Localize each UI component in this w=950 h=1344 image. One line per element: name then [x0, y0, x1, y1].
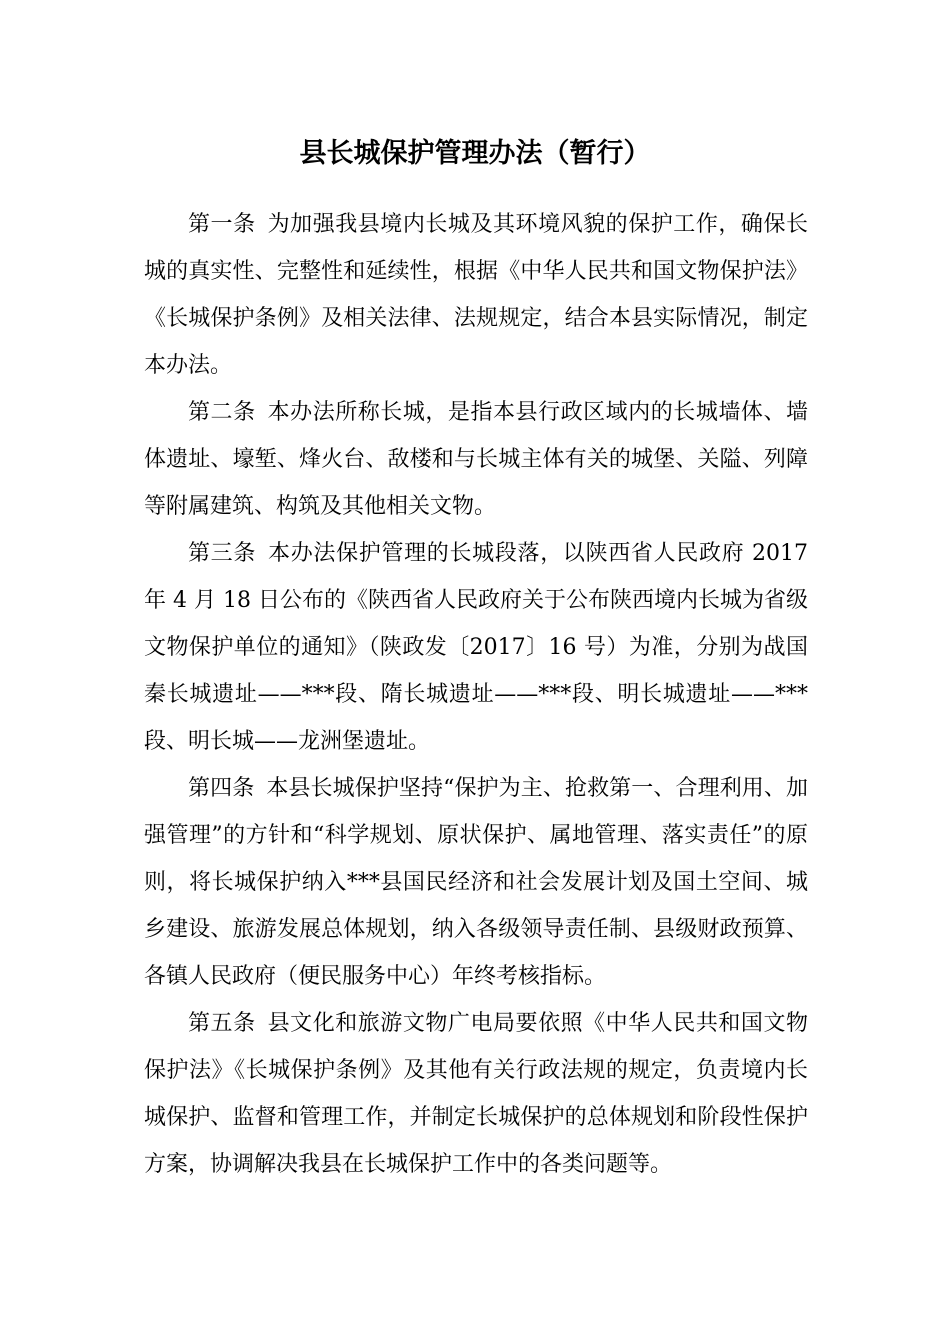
- article-number: 第一条: [188, 212, 256, 237]
- article-number: 第四条: [188, 776, 255, 801]
- article-2: [144, 389, 808, 530]
- article-3: [144, 530, 808, 765]
- article-number: 第五条: [188, 1011, 256, 1036]
- article-text: 本办法所称长城，是指本县行政区域内的长城墙体、墙体遗址、壕堑、烽火台、敌楼和与长城主体有关的城堡、关隘、列障等附属建筑、构筑及其他相关文物。: [144, 400, 808, 519]
- article-text: 县文化和旅游文物广电局要依照《中华人民共和国文物保护法》《长城保护条例》及其他有关行政法规的规定，负责境内长城保护、监督和管理工作，并制定长城保护的总体规划和阶段性保护方案，协调解决我县在长城保护工作中的各类问题等。: [144, 1011, 808, 1177]
- document-title: 县长城保护管理办法（暂行）: [299, 138, 651, 169]
- article-text: 本办法保护管理的长城段落，以陕西省人民政府 2017 年 4 月 18 日公布的《陕西省人民政府关于公布陕西境内长城为省级文物保护单位的通知》（陕政发〔2017〕16 号）为准，分别为战国秦长城遗址——***段、隋长城遗址——***段、明长城遗址——***段、明长城——龙洲堡遗址。: [144, 541, 808, 754]
- article-number: 第二条: [188, 400, 256, 425]
- article-text: 为加强我县境内长城及其环境风貌的保护工作，确保长城的真实性、完整性和延续性，根据《中华人民共和国文物保护法》《长城保护条例》及相关法律、法规规定，结合本县实际情况，制定本办法。: [144, 212, 808, 378]
- article-1: [144, 201, 808, 389]
- article-number: 第三条: [188, 541, 257, 566]
- article-text: 本县长城保护坚持“保护为主、抢救第一、合理利用、加强管理”的方针和“科学规划、原状保护、属地管理、落实责任”的原则，将长城保护纳入***县国民经济和社会发展计划及国土空间、城乡建设、旅游发展总体规划，纳入各级领导责任制、县级财政预算、各镇人民政府（便民服务中心）年终考核指标。: [144, 776, 808, 989]
- article-5: [144, 1000, 808, 1188]
- article-4: [144, 765, 808, 1000]
- document-body: [144, 201, 808, 1188]
